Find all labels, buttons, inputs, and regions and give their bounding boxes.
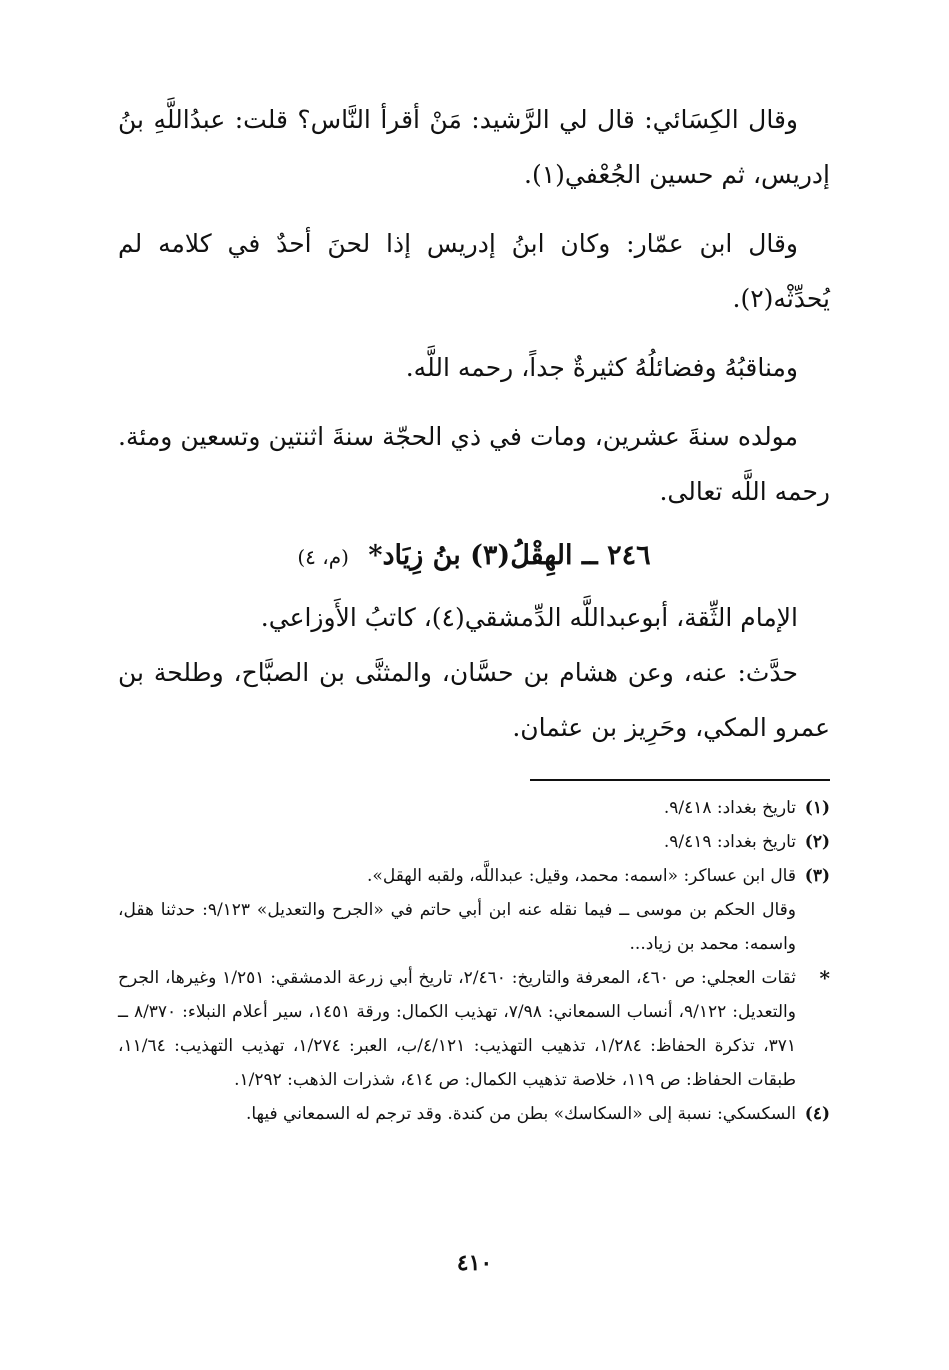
footnote-4 <box>118 1097 830 1131</box>
page-content <box>118 92 830 1131</box>
footnote-mark: (١) <box>804 798 830 818</box>
footnote-sources <box>118 961 830 1097</box>
body-paragraph-kisai: وقال الكِسَائي: قال لي الرَّشيد: مَنْ أقرأ النَّاس؟ قلت: عبدُاللَّهِ بنُ إدريس، ثم حسين الجُعْفي(١). <box>118 105 830 189</box>
entry-tag: (م، ٤) <box>297 545 349 569</box>
entry-title: ٢٤٦ ــ الهِقْلُ(٣) بنُ زِيَاد* <box>368 540 651 571</box>
entry-paragraph-intro: الإمام الثِّقة، أبوعبداللَّه الدِّمشقي(٤)، كاتبُ الأَوزاعي. <box>260 603 798 632</box>
footnote-mark: (٣) <box>804 866 830 886</box>
footnote-divider <box>530 779 830 781</box>
footnote-3-continuation: وقال الحكم بن موسى ــ فيما نقله عنه ابن أبي حاتم في «الجرح والتعديل» ٩/١٢٣: حدثنا هقل، واسمه: محمد بن زياد... <box>118 900 796 954</box>
entry-paragraph-narrated: حدَّث: عنه، وعن هشام بن حسَّان، والمثنَّى بن الصبَّاح، وطلحة بن عمرو المكي، وحَرِيز بن عثمان. <box>118 658 830 742</box>
footnote-1 <box>118 791 830 825</box>
footnote-text: السكسكي: نسبة إلى «السكاسك» بطن من كندة. وقد ترجم له السمعاني فيها. <box>245 1104 796 1124</box>
asterisk-icon: * <box>819 966 830 990</box>
footnotes <box>118 791 830 1131</box>
footnote-2 <box>118 825 830 859</box>
body-paragraph-ibn-ammar: وقال ابن عمّار: وكان ابنُ إدريس إذا لحنَ أحدٌ في كلامه لم يُحدِّثْه(٢). <box>118 229 830 313</box>
body-paragraph-virtues: ومناقبُهُ وفضائلُهُ كثيرةٌ جداً، رحمه اللَّه. <box>405 353 798 382</box>
page-number: ٤١٠ <box>456 1250 493 1276</box>
footnote-mark: (٢) <box>804 832 830 852</box>
footnote-mark: (٤) <box>804 1104 830 1124</box>
footnote-text: تاريخ بغداد: ٩/٤١٩. <box>663 832 796 852</box>
body-paragraph-birth-death: مولده سنةَ عشرين، ومات في ذي الحجّة سنةَ اثنتين وتسعين ومئة. رحمه اللَّه تعالى. <box>118 422 830 506</box>
footnote-text: ثقات العجلي: ص ٤٦٠، المعرفة والتاريخ: ٢/٤٦٠، تاريخ أبي زرعة الدمشقي: ١/٢٥١ وغيرها، الجرح والتعديل: ٩/١٢٢، أنساب السمعاني: ٧/٩٨، تهذيب الكمال: ورقة ١٤٥١، سير أعلام النبلاء: ٨/٣٧٠ ــ ٣٧١، تذكرة الحفاظ: ١/٢٨٤، تذهيب التهذيب: ٤/١٢١/ب، العبر: ١/٢٧٤، تهذيب التهذيب: ١١/٦٤، طبقات الحفاظ: ص ١١٩، خلاصة تذهيب الكمال: ص ٤١٤، شذرات الذهب: ١/٢٩٢. <box>118 968 797 1090</box>
entry-heading <box>118 533 830 580</box>
footnote-text: تاريخ بغداد: ٩/٤١٨. <box>663 798 796 818</box>
footnote-text: قال ابن عساكر: «اسمه: محمد، وقيل: عبداللَّه، ولقبه الهقل». <box>367 866 796 886</box>
footnote-3 <box>118 859 830 893</box>
